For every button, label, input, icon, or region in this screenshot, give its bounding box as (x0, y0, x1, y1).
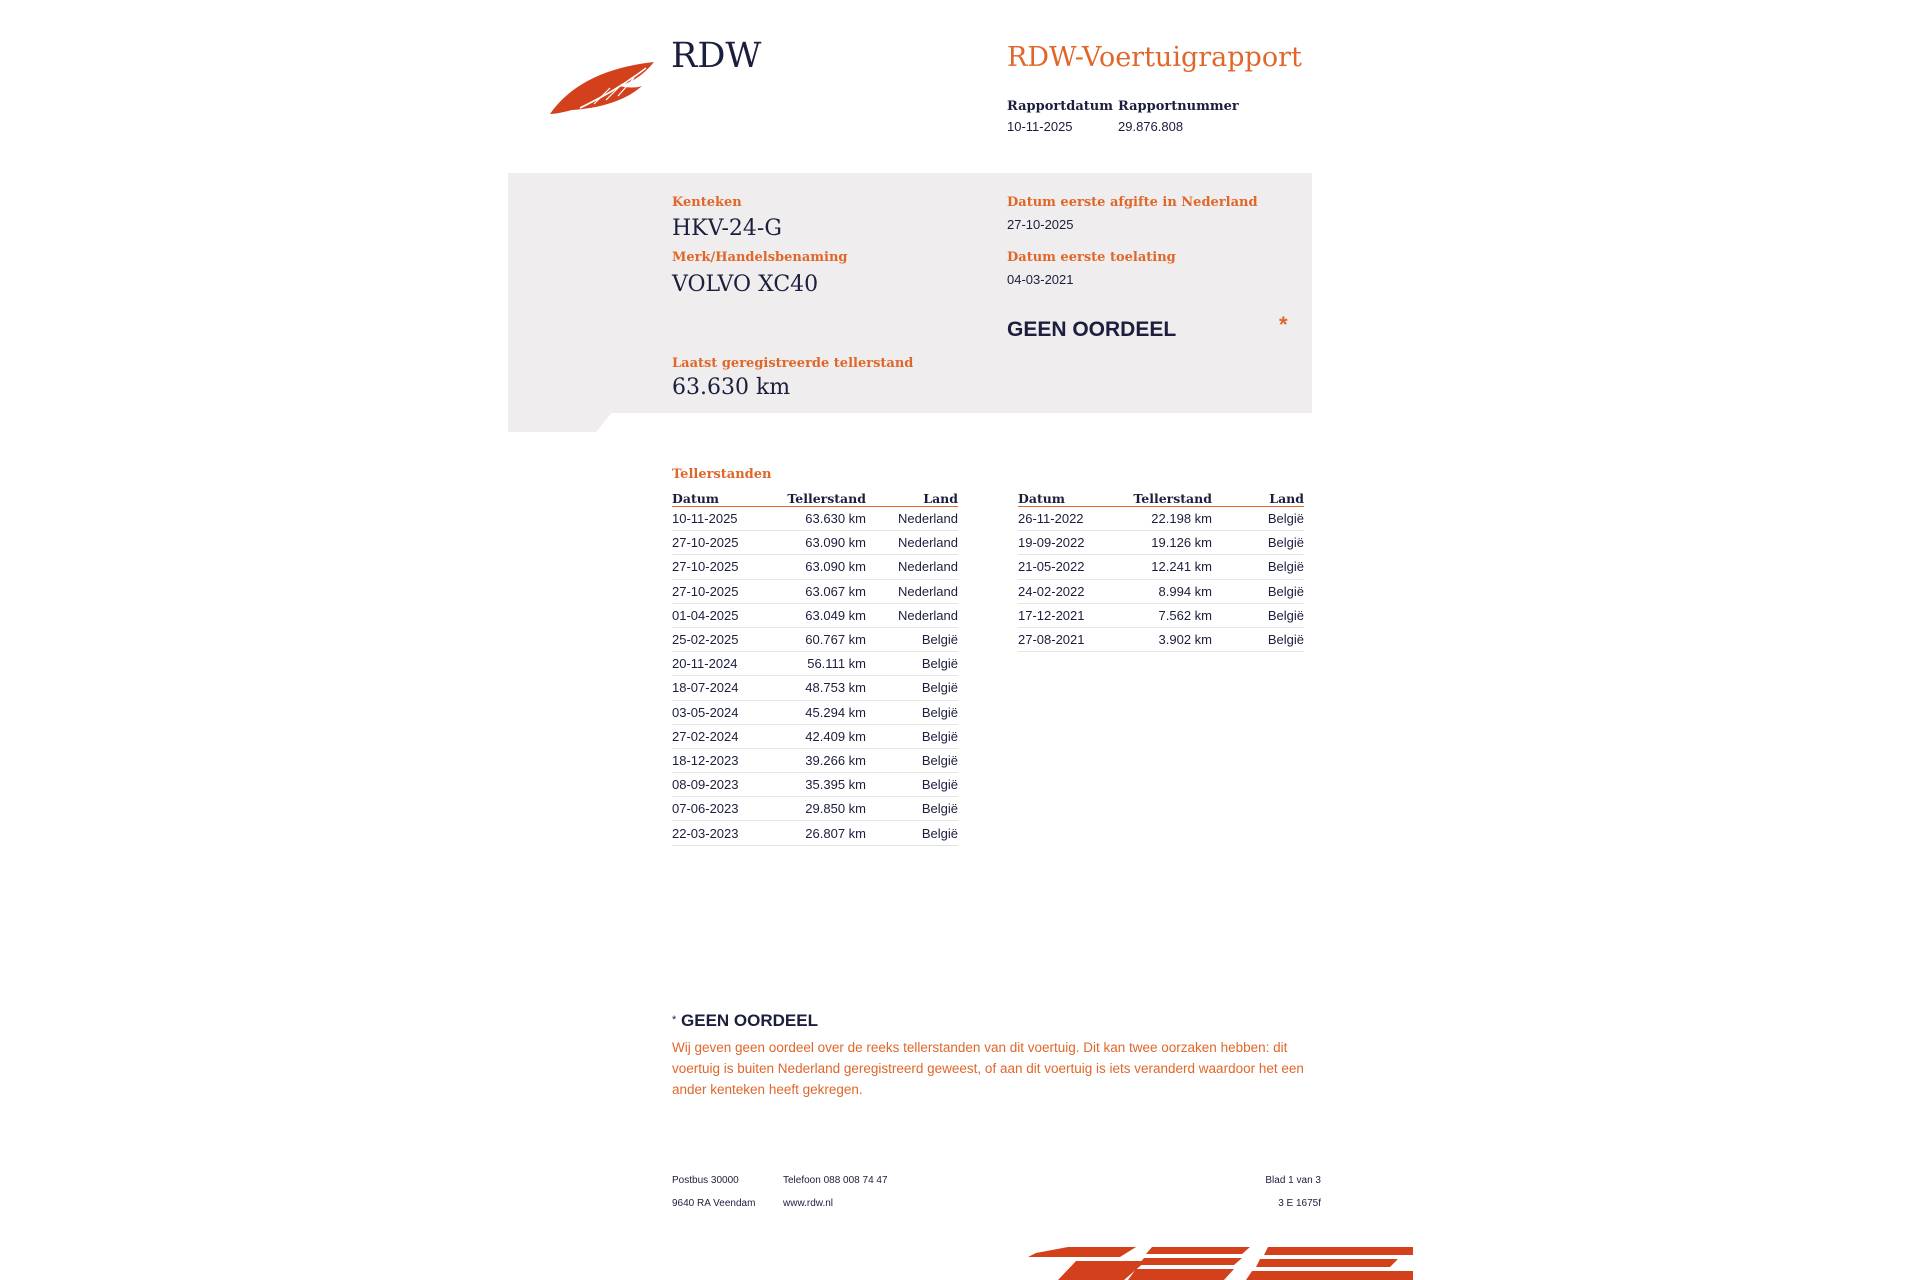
plate-label: Kenteken (672, 195, 742, 210)
row-country: België (1212, 507, 1304, 531)
table-row (672, 531, 958, 555)
row-odometer: 19.126 km (1128, 531, 1212, 555)
row-odometer: 63.630 km (782, 507, 866, 531)
row-date: 27-02-2024 (672, 724, 782, 748)
row-country: België (1212, 531, 1304, 555)
table-row (672, 603, 958, 627)
row-odometer: 35.395 km (782, 773, 866, 797)
row-odometer: 22.198 km (1128, 507, 1212, 531)
row-country: Nederland (866, 555, 958, 579)
table-row (672, 507, 958, 531)
make-label: Merk/Handelsbenaming (672, 250, 848, 265)
table-row (672, 748, 958, 772)
row-date: 21-05-2022 (1018, 555, 1128, 579)
table-row (1018, 579, 1304, 603)
row-country: Nederland (866, 531, 958, 555)
report-number-label: Rapportnummer (1118, 99, 1239, 114)
row-odometer: 12.241 km (1128, 555, 1212, 579)
row-date: 18-12-2023 (672, 748, 782, 772)
row-odometer: 60.767 km (782, 627, 866, 651)
row-date: 07-06-2023 (672, 797, 782, 821)
footnote-marker: * (672, 1014, 677, 1026)
table-row (1018, 603, 1304, 627)
row-odometer: 3.902 km (1128, 627, 1212, 651)
column-header-date: Datum (672, 488, 782, 507)
row-date: 25-02-2025 (672, 627, 782, 651)
table-row (672, 652, 958, 676)
row-date: 01-04-2025 (672, 603, 782, 627)
row-country: België (866, 627, 958, 651)
plate-value: HKV-24-G (672, 216, 782, 241)
footnote-text: Wij geven geen oordeel over de reeks tellerstanden van dit voertuig. Dit kan twee oorzaken hebben: dit voertuig is buiten Nederland geregistreerd geweest, of aan dit voertuig is iets veranderd waardoor het een ander kenteken heeft gekregen. (672, 1040, 1304, 1097)
row-country: België (866, 676, 958, 700)
table-row (672, 579, 958, 603)
last-odometer-label: Laatst geregistreerde tellerstand (672, 356, 914, 371)
row-odometer: 8.994 km (1128, 579, 1212, 603)
row-country: België (1212, 555, 1304, 579)
row-date: 17-12-2021 (1018, 603, 1128, 627)
footer-page-number: Blad 1 van 3 (1265, 1175, 1321, 1186)
row-odometer: 48.753 km (782, 676, 866, 700)
last-odometer-value: 63.630 km (672, 375, 791, 400)
table-row (672, 724, 958, 748)
first-admission-value: 04-03-2021 (1007, 272, 1074, 287)
table-row (672, 627, 958, 651)
report-date-value: 10-11-2025 (1007, 119, 1073, 134)
row-date: 20-11-2024 (672, 652, 782, 676)
row-odometer: 45.294 km (782, 700, 866, 724)
column-header-country: Land (1212, 488, 1304, 507)
row-date: 03-05-2024 (672, 700, 782, 724)
report-title: RDW-Voertuigrapport (1007, 42, 1302, 73)
table-header-row (672, 488, 958, 507)
report-date-label: Rapportdatum (1007, 99, 1113, 114)
rdw-feather-logo-icon (550, 58, 660, 118)
row-odometer: 63.090 km (782, 531, 866, 555)
table-row (1018, 507, 1304, 531)
column-header-date: Datum (1018, 488, 1128, 507)
table-row (672, 555, 958, 579)
row-odometer: 63.049 km (782, 603, 866, 627)
row-country: Nederland (866, 579, 958, 603)
column-header-odometer: Tellerstand (782, 488, 866, 507)
row-date: 24-02-2022 (1018, 579, 1128, 603)
row-date: 18-07-2024 (672, 676, 782, 700)
report-number-value: 29.876.808 (1118, 119, 1184, 134)
footnote-heading: GEEN OORDEEL (681, 1011, 818, 1030)
row-odometer: 39.266 km (782, 748, 866, 772)
row-date: 27-10-2025 (672, 555, 782, 579)
panel-tab-shape (508, 410, 614, 432)
row-date: 27-08-2021 (1018, 627, 1128, 651)
row-odometer: 7.562 km (1128, 603, 1212, 627)
row-date: 27-10-2025 (672, 579, 782, 603)
table-header-row (1018, 488, 1304, 507)
row-odometer: 63.090 km (782, 555, 866, 579)
row-odometer: 63.067 km (782, 579, 866, 603)
brand-name: RDW (671, 36, 762, 76)
row-country: België (866, 700, 958, 724)
row-odometer: 29.850 km (782, 797, 866, 821)
row-country: België (866, 724, 958, 748)
row-country: België (866, 821, 958, 845)
row-date: 08-09-2023 (672, 773, 782, 797)
table-row (672, 676, 958, 700)
table-row (672, 821, 958, 845)
row-odometer: 26.807 km (782, 821, 866, 845)
table-row (672, 700, 958, 724)
footer-phone: Telefoon 088 008 74 47 (783, 1175, 888, 1186)
odometer-table-left (672, 488, 958, 846)
row-date: 10-11-2025 (672, 507, 782, 531)
row-country: Nederland (866, 507, 958, 531)
make-value: VOLVO XC40 (672, 272, 819, 297)
row-date: 19-09-2022 (1018, 531, 1128, 555)
footer-document-code: 3 E 1675f (1278, 1198, 1321, 1209)
verdict-footnote-marker: * (1279, 312, 1288, 337)
table-row (1018, 531, 1304, 555)
first-issue-nl-value: 27-10-2025 (1007, 217, 1074, 232)
table-row (1018, 555, 1304, 579)
row-country: België (866, 652, 958, 676)
footer-address-line1: Postbus 30000 (672, 1175, 739, 1186)
row-country: België (1212, 603, 1304, 627)
row-country: België (866, 797, 958, 821)
footer-stripes-graphic (1028, 1245, 1413, 1280)
footer-address-line2: 9640 RA Veendam (672, 1198, 756, 1209)
odometer-section-title: Tellerstanden (672, 467, 772, 482)
footnote-title (672, 1011, 818, 1031)
row-date: 26-11-2022 (1018, 507, 1128, 531)
column-header-country: Land (866, 488, 958, 507)
row-country: België (866, 748, 958, 772)
row-odometer: 42.409 km (782, 724, 866, 748)
table-row (672, 797, 958, 821)
row-odometer: 56.111 km (782, 652, 866, 676)
row-country: België (866, 773, 958, 797)
footer-website-link[interactable]: www.rdw.nl (783, 1198, 834, 1209)
row-country: Nederland (866, 603, 958, 627)
column-header-odometer: Tellerstand (1128, 488, 1212, 507)
first-admission-label: Datum eerste toelating (1007, 250, 1176, 265)
odometer-table-right (1018, 488, 1304, 652)
table-row (1018, 627, 1304, 651)
verdict-text: GEEN OORDEEL (1007, 318, 1177, 341)
row-country: België (1212, 627, 1304, 651)
row-country: België (1212, 579, 1304, 603)
row-date: 27-10-2025 (672, 531, 782, 555)
table-row (672, 773, 958, 797)
first-issue-nl-label: Datum eerste afgifte in Nederland (1007, 195, 1258, 210)
row-date: 22-03-2023 (672, 821, 782, 845)
